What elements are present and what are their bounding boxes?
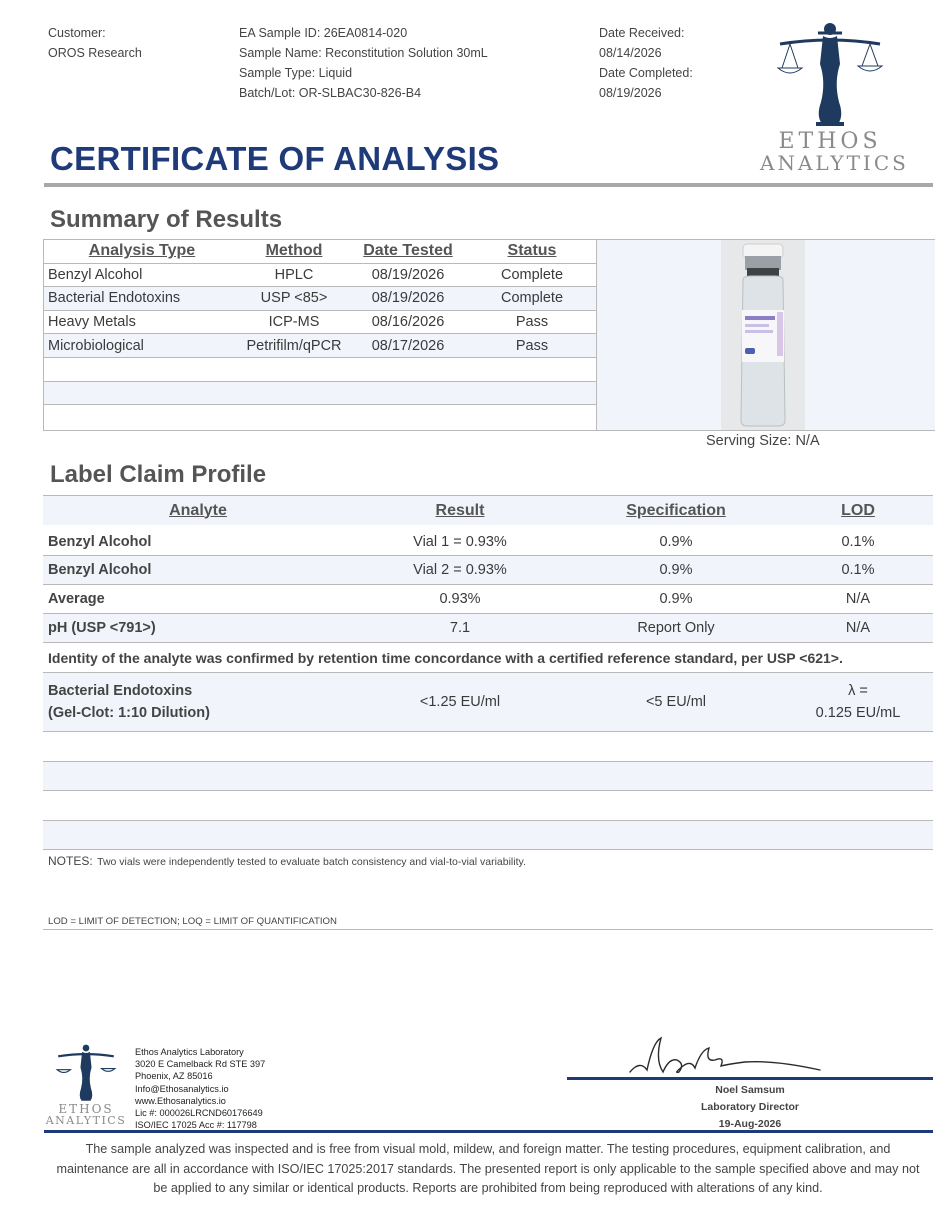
table-row bbox=[44, 310, 596, 334]
justice-statue-icon bbox=[44, 1043, 128, 1103]
signature-line bbox=[567, 1077, 933, 1080]
analyte-name: pH (USP <791>) bbox=[48, 620, 156, 636]
lod-line1: λ = bbox=[848, 683, 868, 699]
result-value: <1.25 EU/ml bbox=[419, 694, 501, 710]
lod-value: N/A bbox=[845, 620, 871, 636]
col-analysis-type: Analysis Type bbox=[44, 240, 240, 263]
summary-header-row bbox=[44, 240, 596, 263]
result-value: 0.93% bbox=[439, 591, 481, 607]
col-date-tested: Date Tested bbox=[348, 240, 468, 263]
batch-lot: Batch/Lot: OR-SLBAC30-826-B4 bbox=[239, 86, 422, 100]
identity-note: Identity of the analyte was confirmed by retention time concordance with a certified reference standard, per USP <621>. bbox=[48, 649, 843, 666]
lod-value bbox=[808, 673, 908, 731]
result-value: Vial 1 = 0.93% bbox=[413, 533, 507, 550]
serving-size: Serving Size: N/A bbox=[706, 433, 820, 449]
signature-icon bbox=[625, 1030, 825, 1080]
spec-value: 0.9% bbox=[659, 533, 693, 550]
table-row-empty bbox=[44, 357, 596, 381]
label-claim-table bbox=[43, 496, 933, 856]
lab-city: Phoenix, AZ 85016 bbox=[135, 1071, 213, 1082]
col-analyte: Analyte bbox=[169, 501, 227, 519]
summary-table-box bbox=[43, 239, 935, 431]
table-row bbox=[43, 556, 933, 585]
table-row-empty bbox=[43, 791, 933, 821]
status: Pass bbox=[468, 310, 596, 334]
sample-id: EA Sample ID: 26EA0814-020 bbox=[239, 26, 408, 40]
lab-name: Ethos Analytics Laboratory bbox=[135, 1047, 244, 1057]
lod-note-rule bbox=[43, 929, 933, 930]
customer-block bbox=[48, 23, 142, 63]
notes-text: Two vials were independently tested to evaluate batch consistency and vial-to-vial variability. bbox=[97, 856, 526, 868]
col-lod: LOD bbox=[841, 501, 875, 519]
notes bbox=[48, 852, 526, 870]
lab-website: www.Ethosanalytics.io bbox=[135, 1095, 226, 1106]
summary-table bbox=[44, 240, 596, 428]
lod-line2: 0.125 EU/mL bbox=[815, 705, 901, 721]
table-row-empty bbox=[43, 821, 933, 850]
table-row bbox=[43, 528, 933, 556]
table-row-empty bbox=[44, 405, 596, 428]
title-divider bbox=[44, 183, 933, 187]
date-completed-label: Date Completed: bbox=[599, 66, 693, 80]
lod-value: 0.1% bbox=[841, 533, 875, 550]
col-method: Method bbox=[240, 240, 348, 263]
logo-text-ethos: ETHOS bbox=[778, 129, 882, 154]
logo-text-analytics: ANALYTICS bbox=[760, 151, 909, 175]
label-claim-header-row bbox=[43, 496, 933, 525]
status: Pass bbox=[468, 334, 596, 358]
vial-photo-icon bbox=[721, 240, 805, 430]
table-row-empty bbox=[44, 381, 596, 405]
status: Complete bbox=[468, 263, 596, 287]
footer-rule bbox=[44, 1130, 933, 1133]
signer-name: Noel Samsum bbox=[715, 1084, 785, 1096]
table-row-empty bbox=[43, 762, 933, 791]
customer-name: OROS Research bbox=[48, 46, 142, 60]
analyte-name: Benzyl Alcohol bbox=[48, 562, 152, 578]
table-row bbox=[44, 334, 596, 358]
footer-disclaimer: The sample analyzed was inspected and is free from visual mold, mildew, and foreign matter. The testing procedures, equipment calibration, and maintenance are all in accordance with ISO/IEC 17025:2017 standards. The presented report is only applicable to the sample specified above and may not be applied to any similar or identical products. Reports are prohibited from being reproduced with alterations of any kind. bbox=[56, 1142, 920, 1195]
table-row bbox=[43, 673, 933, 732]
spec-value: 0.9% bbox=[659, 591, 693, 607]
method: USP <85> bbox=[240, 287, 348, 311]
product-image-panel bbox=[596, 240, 935, 430]
table-row bbox=[43, 614, 933, 643]
lab-address bbox=[135, 1046, 265, 1131]
ethos-logo bbox=[760, 20, 909, 180]
method: HPLC bbox=[240, 263, 348, 287]
page-title: CERTIFICATE OF ANALYSIS bbox=[50, 140, 500, 177]
justice-statue-icon bbox=[760, 20, 900, 128]
col-result: Result bbox=[435, 501, 485, 519]
col-status: Status bbox=[468, 240, 596, 263]
spec-value: 0.9% bbox=[659, 562, 693, 578]
label-claim-heading: Label Claim Profile bbox=[50, 461, 267, 488]
signed-date: 19-Aug-2026 bbox=[718, 1118, 782, 1130]
analysis-type: Heavy Metals bbox=[44, 310, 240, 334]
method: Petrifilm/qPCR bbox=[240, 334, 348, 358]
lab-license: Lic #: 000026LRCND60176649 bbox=[135, 1108, 263, 1119]
analysis-type: Microbiological bbox=[44, 334, 240, 358]
dates-block bbox=[599, 23, 693, 103]
date-tested: 08/19/2026 bbox=[348, 263, 468, 287]
table-row bbox=[44, 287, 596, 311]
result-value: Vial 2 = 0.93% bbox=[413, 562, 507, 578]
analyte-name: Average bbox=[48, 591, 105, 607]
date-tested: 08/19/2026 bbox=[348, 287, 468, 311]
lab-email: Info@Ethosanalytics.io bbox=[135, 1083, 229, 1094]
summary-heading: Summary of Results bbox=[50, 206, 283, 233]
date-tested: 08/16/2026 bbox=[348, 310, 468, 334]
spec-value: Report Only bbox=[637, 620, 715, 636]
spec-value: <5 EU/ml bbox=[645, 694, 707, 710]
sample-info-block bbox=[239, 23, 488, 103]
customer-label: Customer: bbox=[48, 26, 106, 40]
date-completed: 08/19/2026 bbox=[599, 86, 662, 100]
analysis-type: Benzyl Alcohol bbox=[44, 263, 240, 287]
date-received-label: Date Received: bbox=[599, 26, 685, 40]
table-row bbox=[43, 585, 933, 614]
signer-title: Laboratory Director bbox=[700, 1101, 800, 1113]
method: ICP-MS bbox=[240, 310, 348, 334]
date-received: 08/14/2026 bbox=[599, 46, 662, 60]
lod-note: LOD = LIMIT OF DETECTION; LOQ = LIMIT OF QUANTIFICATION bbox=[48, 916, 337, 927]
lab-accreditation: ISO/IEC 17025 Acc #: 117798 bbox=[135, 1120, 257, 1131]
identity-note-row bbox=[43, 643, 933, 673]
lab-street: 3020 E Camelback Rd STE 397 bbox=[135, 1059, 266, 1070]
endotoxin-analyte-line2: (Gel-Clot: 1:10 Dilution) bbox=[48, 705, 210, 721]
sample-name: Sample Name: Reconstitution Solution 30mL bbox=[239, 46, 488, 60]
footer-logo-analytics: ANALYTICS bbox=[45, 1114, 127, 1127]
analysis-type: Bacterial Endotoxins bbox=[44, 287, 240, 311]
col-specification: Specification bbox=[626, 501, 726, 519]
result-value: 7.1 bbox=[449, 620, 471, 636]
status: Complete bbox=[468, 287, 596, 311]
sample-type: Sample Type: Liquid bbox=[239, 66, 353, 80]
footer-logo bbox=[44, 1043, 128, 1129]
lod-value: 0.1% bbox=[841, 562, 875, 578]
date-tested: 08/17/2026 bbox=[348, 334, 468, 358]
signer-block bbox=[567, 1082, 933, 1133]
notes-label: NOTES: bbox=[48, 854, 93, 868]
lod-value: N/A bbox=[845, 591, 871, 607]
footer-logo-ethos: ETHOS bbox=[58, 1102, 114, 1116]
endotoxin-analyte bbox=[48, 673, 210, 731]
table-row bbox=[44, 263, 596, 287]
analyte-name: Benzyl Alcohol bbox=[48, 533, 152, 550]
endotoxin-analyte-line1: Bacterial Endotoxins bbox=[48, 683, 193, 699]
table-row-empty bbox=[43, 732, 933, 762]
